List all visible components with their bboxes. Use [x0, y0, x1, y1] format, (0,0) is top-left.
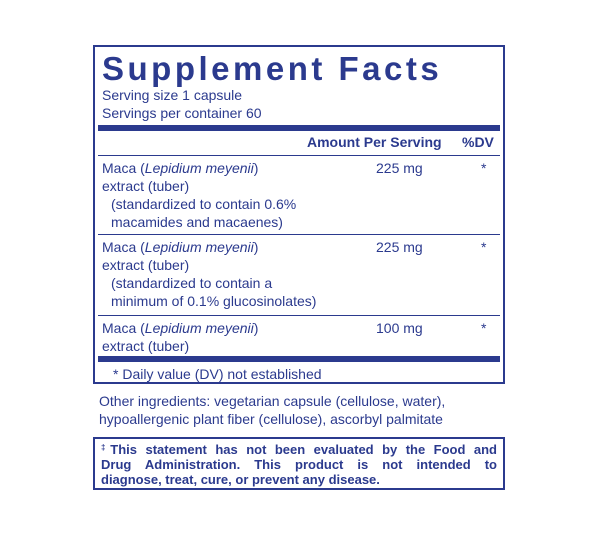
ingredient-amount: 100 mg	[376, 320, 423, 336]
thick-divider-top	[98, 125, 500, 131]
panel-title: Supplement Facts	[102, 50, 443, 87]
dv-footnote: * Daily value (DV) not established	[113, 366, 322, 382]
servings-per-container: Servings per container 60	[102, 105, 262, 121]
ingredient-name: Maca (Lepidium meyenii) extract (tuber)	[102, 320, 259, 354]
amount-per-serving-header: Amount Per Serving	[307, 134, 442, 150]
double-dagger-mark: ‡	[101, 443, 111, 452]
other-ingredients-line: hypoallergenic plant fiber (cellulose), ascorbyl palmitate	[99, 411, 443, 427]
row-divider	[98, 234, 500, 235]
other-ingredients-line: Other ingredients: vegetarian capsule (cellulose, water),	[99, 393, 446, 409]
fda-disclaimer: ‡This statement has not been evaluated by the Food and Drug Administration. This product is not intended to diagnose, treat, cure, or prevent any disease.	[93, 437, 505, 490]
ingredient-dv: *	[481, 160, 487, 176]
row-divider	[98, 315, 500, 316]
dv-header: %DV	[462, 134, 494, 150]
thick-divider-bottom	[98, 356, 500, 362]
ingredient-amount: 225 mg	[376, 239, 423, 255]
serving-size: Serving size 1 capsule	[102, 87, 243, 103]
supplement-facts-panel	[93, 45, 505, 384]
ingredient-dv: *	[481, 239, 487, 255]
ingredient-name: Maca (Lepidium meyenii) extract (tuber) (standardized to contain a minimum of 0.1% glucosinolates)	[102, 239, 317, 309]
ingredient-name: Maca (Lepidium meyenii) extract (tuber) (standardized to contain 0.6% macamides and macaenes)	[102, 160, 297, 230]
ingredient-amount: 225 mg	[376, 160, 423, 176]
header-divider	[98, 155, 500, 156]
ingredient-dv: *	[481, 320, 487, 336]
other-ingredients	[99, 392, 445, 428]
